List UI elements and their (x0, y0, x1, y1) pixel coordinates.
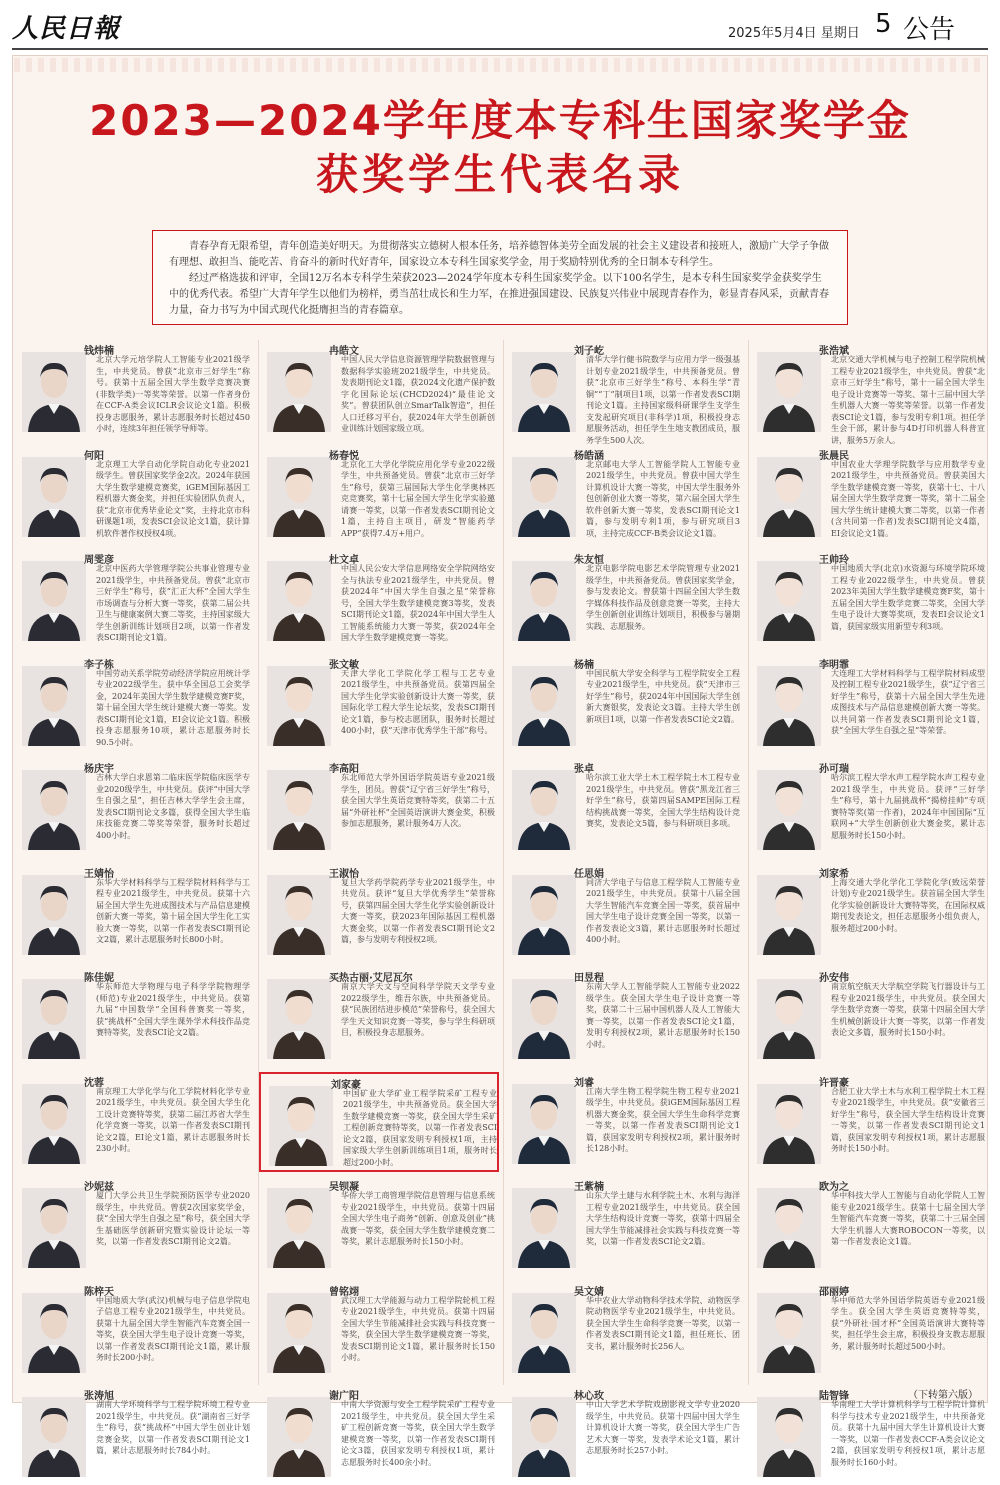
student-name: 张涛旭 (84, 1391, 114, 1402)
student-bio: 南京大学天文与空间科学学院天文学专业2022级学生，维吾尔族，中共预备党员。获“民族团结进步模范”荣誉称号，获全国大学生天文知识竞赛一等奖，参与学生科研项目，积极投身志愿服务。 (341, 982, 495, 1037)
student-portrait (22, 666, 86, 746)
student-portrait (267, 1188, 331, 1268)
student-bio: 北京化工大学化学院应用化学专业2022级学生，中共预备党员。曾获“北京市三好学生”称号，获第三届国际大学生化学奥林匹克竞赛奖，第十七届全国大学生化学实验邀请赛一等奖，以第一作者发表SCI期刊论文1篇，主持自主项目，研发“智能药学APP”获得7.4万+用户。 (341, 459, 495, 538)
student-bio: 中国地质大学(北京)水资源与环境学院环境工程专业2022级学生，中共党员。曾获2023年美国大学生数学建模竞赛F奖，第十五届全国大学生数学竞赛二等奖，全国大学生电子设计大赛等奖项，发表EI会议论文1篇，获国家级实用新型专利3项。 (831, 564, 985, 631)
student-name: 许晋豪 (819, 1077, 849, 1089)
student-bio: 合肥工业大学土木与水利工程学院土木工程专业2021级学生，中共党员。获“安徽省三好学生”称号，获全国大学生结构设计竞赛一等奖，以第一作者发表SCI期刊论文1篇，获国家发明专利授权1项，累计志愿服务时长150小时。 (831, 1086, 985, 1153)
student-portrait (757, 1293, 821, 1373)
decorative-border (14, 58, 986, 72)
student-name: 张卓 (574, 764, 594, 775)
student-card (259, 340, 499, 440)
student-name: 李明霏 (819, 659, 849, 671)
student-portrait (512, 875, 576, 955)
student-bio: 湖南大学环境科学与工程学院环境工程专业2021级学生，中共党员。获“湖南省三好学生”称号，获“挑战杯”中国大学生创业计划竞赛金奖，以第一作者发表SCI期刊论文1篇，累计志愿服务时长784小时。 (96, 1400, 250, 1455)
student-name: 刘家希 (819, 868, 849, 880)
student-name: 冉皓文 (329, 346, 359, 357)
student-name: 刘子屹 (574, 346, 604, 357)
intro-paragraph-1: 青春孕育无限希望，青年创造美好明天。为贯彻落实立德树人根本任务，培养德智体美劳全面发展的社会主义建设者和接班人，激励广大学子争做有理想、敢担当、能吃苦、肯奋斗的新时代好青年，国家设立本专科生国家奖学金，用于奖励特别优秀的全日制本专科学生。 (169, 241, 829, 268)
student-portrait (22, 1397, 86, 1477)
student-card (504, 1176, 744, 1276)
student-portrait (22, 561, 86, 641)
masthead-rule (12, 48, 988, 50)
student-card (504, 549, 744, 649)
student-portrait (512, 770, 576, 850)
student-card (749, 863, 989, 963)
student-bio: 天津大学化工学院化学工程与工艺专业2021级学生，中共预备党员。获第四届全国大学生化学实验创新设计大赛一等奖，获国际化学工程大学生论坛奖，发表SCI期刊论文1篇，参与校志愿团队，服务时长超过400小时，获“天津市优秀学生干部”称号。 (341, 668, 495, 735)
student-card (259, 1176, 499, 1276)
student-bio: 大连理工大学材料科学与工程学院材料成型及控制工程专业2021级学生，获“辽宁省三好学生”称号，获第十六届全国大学生先进成图技术与产品信息建模创新大赛一等奖。以共同第一作者发表SCI期刊论文1篇，获“全国大学生自强之星”等荣誉。 (831, 668, 985, 735)
student-card (259, 445, 499, 545)
student-card (749, 549, 989, 649)
student-portrait (757, 561, 821, 641)
student-name: 任思娟 (574, 868, 604, 880)
student-bio: 复旦大学药学院药学专业2021级学生，中共党员。获评“复旦大学优秀学生”荣誉称号，获第四届全国大学生化学实验创新设计大赛一等奖，获2023年国际基因工程机器大赛金奖，以第一作者发表SCI期刊论文2篇，参与发明专利授权2项。 (341, 877, 495, 944)
student-bio: 北京理工大学自动化学院自动化专业2021级学生。曾获国家奖学金2次。2024年获国大学生数学建模竞赛奖，iGEM国际基因工程机器大赛金奖，并担任实验团队负责人，获“北京市优秀毕业论文”奖，主持北京市科研课题1项，发表SCI会议论文1篇，获计算机软件著作权授权4项。 (96, 459, 250, 538)
student-name: 王婧怡 (84, 868, 114, 880)
student-name: 刘睿 (574, 1077, 594, 1089)
student-card (14, 340, 254, 440)
student-name: 钱炜楠 (84, 346, 114, 357)
student-bio: 中国地质大学(武汉)机械与电子信息学院电子信息工程专业2021级学生，中共党员。获第十九届全国大学生智能汽车竞赛全国一等奖，获全国大学生电子设计竞赛一等奖，以第一作者发表SCI期刊论文1篇，累计服务时长200小时。 (96, 1295, 250, 1362)
student-card (749, 1281, 989, 1381)
student-bio: 南京航空航天大学航空学院飞行器设计与工程专业2021级学生，中共党员。获全国大学生数学竞赛一等奖，获第十四届全国大学生机械创新设计大赛一等奖，以第一作者发表论文多篇，服务时长150小时。 (831, 982, 985, 1037)
student-name: 张晨民 (819, 450, 849, 462)
student-bio: 吉林大学白求恩第二临床医学院临床医学专业2020级学生，中共党员。获评“中国大学生自强之星”，担任吉林大学学生会主席，发表SCI期刊论文多篇，获得全国大学生临床技能竞赛二等奖等荣誉，服务时长超过400小时。 (96, 773, 250, 840)
student-name: 刘家豪 (331, 1079, 361, 1091)
student-card (14, 967, 254, 1067)
student-name: 谢广阳 (329, 1391, 359, 1402)
student-card (504, 445, 744, 545)
student-card (504, 1385, 744, 1485)
student-portrait (269, 1086, 333, 1166)
student-portrait (757, 770, 821, 850)
student-name: 王淑怡 (329, 868, 359, 880)
student-card (14, 654, 254, 754)
student-name: 沙妮兹 (84, 1182, 114, 1193)
student-card (259, 758, 499, 858)
section-name: 公告 (903, 15, 956, 45)
student-card (259, 654, 499, 754)
issue-date: 2025年5月4日 星期日 (728, 26, 860, 41)
student-bio: 同济大学电子与信息工程学院人工智能专业2021级学生，中共党员。获第十八届全国大学生智能汽车竞赛全国一等奖，获首届中国大学生电子设计竞赛全国一等奖，以第一作者发表论文3篇，累计志愿服务时长超过400小时。 (586, 877, 740, 944)
student-name: 吴钡凝 (329, 1182, 359, 1193)
student-bio: 中国矿业大学矿业工程学院采矿工程专业2021级学生，中共预备党员。获全国大学生数学建模竞赛一等奖，获全国大学生采矿工程创新竞赛特等奖，以第一作者发表SCI论文2篇，获国家发明专利授权1项，主持国家级大学生创新训练项目1项，服务时长超过200小时。 (343, 1088, 497, 1167)
student-card (504, 654, 744, 754)
student-name: 周雯彦 (84, 555, 114, 566)
student-portrait (757, 1188, 821, 1268)
student-card (749, 758, 989, 858)
student-portrait (22, 1293, 86, 1373)
student-name: 张浩斌 (819, 346, 849, 357)
continued-note: （下转第六版） (908, 1390, 978, 1401)
student-portrait (757, 979, 821, 1059)
student-name: 杨春悦 (329, 450, 359, 462)
student-portrait (22, 1084, 86, 1164)
student-bio: 中国劳动关系学院劳动经济学院应用统计学专业2022级学生。获中华全国总工会奖学金，2024年美国大学生数学建模竞赛F奖，第十届全国大学生统计建模大赛一等奖。发表SCI期刊论文1篇，EI会议论文1篇。积极投身志愿服务10项，累计志愿服务时长90.5小时。 (96, 668, 250, 747)
student-portrait (512, 1293, 576, 1373)
student-bio: 华中师范大学外国语学院英语专业2021级学生。获全国大学生英语竞赛特等奖，获“外研社·国才杯”全国英语演讲大赛特等奖，担任学生会主席，积极投身支教志愿服务，累计服务时长超过500小时。 (831, 1295, 985, 1351)
student-card (504, 863, 744, 963)
intro-box (152, 230, 848, 325)
student-portrait (22, 770, 86, 850)
student-name: 王帅玲 (819, 555, 849, 566)
student-name: 李子栋 (84, 659, 114, 671)
student-portrait (757, 875, 821, 955)
student-portrait (22, 352, 86, 432)
student-card (259, 863, 499, 963)
student-card (14, 1176, 254, 1276)
student-name: 杨皓涵 (574, 450, 604, 462)
student-portrait (22, 979, 86, 1059)
student-name: 孙可瑞 (819, 764, 849, 775)
student-bio: 中山大学艺术学院戏剧影视文学专业2020级学生，中共党员。获第十四届中国大学生计算机设计大赛一等奖，获全国大学生广告艺术大赛一等奖，发表学术论文1篇，累计志愿服务时长257小时。 (586, 1400, 740, 1455)
student-card (14, 1281, 254, 1381)
student-name: 田昱程 (574, 973, 604, 984)
student-card (14, 758, 254, 858)
headline-line-2: 获奖学生代表名录 (315, 150, 684, 199)
student-card (14, 1385, 254, 1485)
student-portrait (512, 352, 576, 432)
student-portrait (267, 457, 331, 537)
student-name: 陈梓天 (84, 1286, 114, 1298)
student-portrait (757, 1397, 821, 1477)
student-portrait (267, 352, 331, 432)
student-card (749, 967, 989, 1067)
student-name: 杜文卓 (329, 555, 359, 566)
student-portrait (512, 561, 576, 641)
student-bio: 南京理工大学化学与化工学院材料化学专业2021级学生，中共党员。获全国大学生化工设计竞赛特等奖，获第二届江苏省大学生化学竞赛一等奖，以第一作者发表SCI期刊论文2篇，EI论文1篇，累计志愿服务时长230小时。 (96, 1086, 250, 1153)
student-name: 杨楠 (574, 659, 594, 671)
student-card (504, 1281, 744, 1381)
student-bio: 华中科技大学人工智能与自动化学院人工智能专业2021级学生。获第十七届全国大学生智能汽车竞赛一等奖，获第二十三届全国大学生机器人大赛ROBOCON一等奖，以第一作者发表论文1篇。 (831, 1191, 985, 1246)
student-bio: 东华大学材料科学与工程学院材料科学与工程专业2021级学生，中共党员。获第十六届全国大学生先进成图技术与产品信息建模创新大赛一等奖，第十届全国大学生化工实验大赛一等奖，以第一作者发表SCI期刊论文2篇，累计志愿服务时长800小时。 (96, 877, 250, 944)
student-name: 陆智锋 (819, 1391, 849, 1402)
student-bio: 厦门大学公共卫生学院预防医学专业2020级学生，中共党员。曾获2次国家奖学金，获“全国大学生自强之星”称号，获全国大学生基础医学创新研究暨实验设计论坛一等奖，以第一作者发表SCI期刊论文2篇。 (96, 1191, 250, 1246)
student-portrait (512, 1397, 576, 1477)
student-bio: 北京电影学院电影艺术学院管理专业2021级学生，中共预备党员。曾获国家奖学金，参与发表论文。曾获第十四届全国大学生数字媒体科技作品及创意竞赛一等奖，主持大学生创新创业训练计划项目，积极参与暑期实践、志愿服务。 (586, 564, 740, 631)
student-card (14, 445, 254, 545)
student-name: 朱友恒 (574, 555, 604, 566)
student-card (259, 967, 499, 1067)
student-card (504, 1072, 744, 1172)
student-bio: 江南大学生物工程学院生物工程专业2021级学生，中共党员。获iGEM国际基因工程机器大赛金奖，获全国大学生生命科学竞赛一等奖，以第一作者发表SCI期刊论文1篇，获国家发明专利授权2项，累计服务时长128小时。 (586, 1086, 740, 1153)
student-bio: 华南理工大学计算机科学与工程学院计算机科学与技术专业2021级学生，中共预备党员。获第十九届中国大学生计算机设计大赛一等奖，以第一作者发表CCF-A类会议论文2篇，获国家发明专利授权1项，累计志愿服务时长160小时。 (831, 1400, 985, 1467)
student-portrait (267, 1293, 331, 1373)
student-bio: 华侨大学工商管理学院信息管理与信息系统专业2021级学生，中共党员。获第十四届全国大学生电子商务“创新、创意及创业”挑战赛一等奖，获全国大学生数学建模竞赛二等奖，累计志愿服务时长150小时。 (341, 1191, 495, 1246)
student-bio: 中国人民大学信息资源管理学院数据管理与数据科学实验班2021级学生，中共党员。发表期刊论文1篇，获2024文化遗产保护数字化国际论坛(CHCD2024)“最佳论文奖”。曾获团队创立SmarTalk智造”，担任人口迁移习平台，获2024年大学生创新创业训练计划国家级立项。 (341, 355, 495, 433)
student-bio: 东南大学人工智能学院人工智能专业2022级学生。获全国大学生电子设计竞赛一等奖，获第二十三届中国机器人及人工智能大赛一等奖，以第一作者发表SCI论文1篇，发明专利授权2项，累计志愿服务时长150小时。 (586, 982, 740, 1049)
student-bio: 清华大学行健书院数学与应用力学一级强基计划专业2021级学生，中共预备党员。曾获“北京市三好学生”称号、本科生学“青铜”“丁”制项目1项，以第一作者发表SCI期刊论文1篇。主持国家级科研课学生支学生支发起研究项目(非科学)1项，积极投身志愿服务活动，担任学生生地支教团成员，服务学生500人次。 (586, 355, 740, 445)
student-name: 杨庆宇 (84, 764, 114, 775)
student-card (504, 758, 744, 858)
newspaper-logo: 人民日報 (12, 14, 121, 44)
student-portrait (757, 1084, 821, 1164)
student-card (749, 654, 989, 754)
student-portrait (22, 875, 86, 955)
student-card (14, 1072, 254, 1172)
student-name: 何阳 (84, 450, 104, 462)
student-name: 沈蓉 (84, 1077, 104, 1089)
student-bio: 北京中医药大学管理学院公共事业管理专业2021级学生，中共预备党员。曾获“北京市三好学生”称号，获“汇正大杯”全国大学生市场调查与分析大赛一等奖，获第二届公共卫生与健康案例大赛二等奖，主持国家级大学生创新训练计划项目2项，以第一作者发表SCI期刊论文1篇。 (96, 564, 250, 642)
student-bio: 北京邮电大学人工智能学院人工智能专业2021级学生，中共党员。曾获中国大学生计算机设计大赛一等奖，中国大学生服务外包创新创业大赛一等奖，第六届全国大学生软件创新大赛一等奖，发表SCI期刊论文1篇，参与发明专利1项，参与研究项目3项，主持完成CCF-B类会议论文1篇。 (586, 459, 740, 538)
student-card (749, 1176, 989, 1276)
student-name: 林心玫 (574, 1391, 604, 1402)
intro-paragraph-2: 经过严格选拔和评审，全国12万名本专科学生荣获2023—2024学年度本专科生国家奖学金。以下100名学生，是本专科生国家奖学金获奖学生中的优秀代表。希望广大青年学生以他们为榜样，勇当茁壮成长和生力军，在推进强国建设、民族复兴伟业中展现青春作为，彰显青春风采，贡献青春力量，奋力书写为中国式现代化挺膺担当的青春篇章。 (169, 273, 829, 316)
student-bio: 北京交通大学机械与电子控制工程学院机械工程专业2021级学生，中共党员。曾获“北京市三好学生”称号，第十一届全国大学生电子设计竞赛等一等奖、第十三届中国大学生机器人大赛一等奖等荣誉。以第一作者发表SCI论文1篇，参与发明专利1项。担任学生会干部，累计参与4D打印机器人科普宣讲，服务5万余人。 (831, 355, 985, 445)
student-portrait (267, 1397, 331, 1477)
student-bio: 哈尔滨工业大学土木工程学院土木工程专业2021级学生，中共党员。曾获“黑龙江省三好学生”称号，获第四届SAMPE国际工程结构挑战赛一等奖，全国大学生结构设计竞赛奖，发表论文5篇，参与科研项目多项。 (586, 773, 740, 828)
student-card (14, 549, 254, 649)
student-bio: 武汉理工大学能源与动力工程学院轮机工程专业2021级学生，中共党员。获第十四届全国大学生节能减排社会实践与科技竞赛一等奖，获全国大学生数学建模竞赛一等奖，发表SCI期刊论文1篇，累计服务时长150小时。 (341, 1295, 495, 1362)
student-name: 欧为之 (819, 1182, 849, 1193)
student-portrait (267, 875, 331, 955)
student-bio: 中国农业大学理学院数学与应用数学专业2021级学生，中共预备党员。曾获美国大学生数学建模竞赛一等奖，获第十七、十八届全国大学生数学竞赛一等奖，第十二届全国大学生统计建模大赛二等奖，以第一作者(含共同第一作者)发表SCI期刊论文4篇，EI会议论文1篇。 (831, 459, 985, 538)
student-portrait (267, 666, 331, 746)
student-name: 李高阳 (329, 764, 359, 775)
masthead (0, 0, 1000, 50)
student-bio: 东北师范大学外国语学院英语专业2021级学生，团员。曾获“辽宁省三好学生”称号，获全国大学生英语竞赛特等奖，获第二十五届“外研社杯”全国英语演讲大赛金奖，积极参加志愿服务，累计服务4万人次。 (341, 773, 495, 828)
student-bio: 中国民航大学安全科学与工程学院安全工程专业2021级学生，中共党员。获“天津市三好学生”称号，获2024年中国国际大学生创新大赛银奖，发表论文3篇。主持大学生创新项目1项，以第一作者发表SCI论文2篇。 (586, 668, 740, 724)
student-name: 吴文婧 (574, 1286, 604, 1298)
student-portrait (512, 1188, 576, 1268)
student-portrait (267, 561, 331, 641)
student-portrait (512, 979, 576, 1059)
student-bio: 北京大学元培学院人工智能专业2021级学生，中共党员。曾获“北京市三好学生”称号。获第十五届全国大学生数学竞赛决赛(非数学类)一等奖等荣誉。以第一作者身份在CCF-A类会议ICLR会议论文1篇。积极投身志愿服务，累计志愿服务时长超过450小时，连续3年担任领学导师等。 (96, 355, 250, 433)
student-card (14, 863, 254, 963)
student-card (259, 1385, 499, 1485)
student-portrait (757, 352, 821, 432)
student-bio: 山东大学土建与水利学院土木、水利与海洋工程专业2021级学生，中共党员。获全国大学生结构设计竞赛一等奖，获第十四届全国大学生节能减排社会实践与科技竞赛一等奖，以第一作者发表SCI论文2篇。 (586, 1191, 740, 1246)
student-card (259, 1072, 499, 1172)
student-bio: 中国人民公安大学信息网络安全学院网络安全与执法专业2021级学生，中共党员。曾获2024年“中国大学生自强之星”荣誉称号，全国大学生数学建模竞赛3等奖，发表SCI期刊论文1篇，获2024年中国大学生人工智能系统能力大赛一等奖，获2024年全国大学生数学建模竞赛一等奖。 (341, 564, 495, 642)
page-number: 5 (875, 9, 892, 39)
student-portrait (757, 457, 821, 537)
student-bio: 上海交通大学化学化工学院化学(致远荣誉计划)专业2021级学生。获首届全国大学生化学实验创新设计大赛特等奖，在国际权威期刊发表论文，担任志愿服务小组负责人，服务超过200小时。 (831, 877, 985, 933)
student-portrait (267, 770, 331, 850)
student-portrait (512, 1084, 576, 1164)
student-card (749, 445, 989, 545)
headline-line-1: 2023—2024学年度本专科生国家奖学金 (89, 96, 911, 145)
student-name: 王紫楠 (574, 1182, 604, 1193)
student-card (749, 1072, 989, 1172)
student-portrait (22, 457, 86, 537)
student-name: 邵丽婷 (819, 1286, 849, 1298)
student-name: 陈佳妮 (84, 973, 114, 984)
student-bio: 中南大学资源与安全工程学院采矿工程专业2021级学生，中共党员。获全国大学生采矿工程创新竞赛一等奖，获全国大学生数学建模竞赛一等奖，以第一作者发表SCI期刊论文3篇，获国家发明专利授权1项，累计志愿服务时长400余小时。 (341, 1400, 495, 1467)
student-card (504, 967, 744, 1067)
student-name: 张文敏 (329, 659, 359, 671)
student-portrait (512, 666, 576, 746)
student-name: 曾铭翊 (329, 1286, 359, 1298)
student-portrait (512, 457, 576, 537)
student-bio: 哈尔滨工程大学水声工程学院水声工程专业2021级学生，中共党员。获评“三好学生”称号，第十九届挑战杯“揭榜挂帅”专项赛特等奖(第一作者)，2024年中国国际“互联网+”大学生创新创业大赛金奖，累计志愿服务时长150小时。 (831, 773, 985, 840)
student-bio: 华中农业大学动物科学技术学院、动物医学院动物医学专业2021级学生，中共党员。获全国大学生生命科学竞赛一等奖，以第一作者发表SCI期刊论文1篇，担任班长、团支书，累计服务时长256人。 (586, 1295, 740, 1351)
student-name: 买热古丽·艾尼瓦尔 (329, 973, 413, 984)
student-card (259, 1281, 499, 1381)
student-portrait (267, 979, 331, 1059)
student-card (749, 340, 989, 445)
student-name: 孙安伟 (819, 973, 849, 984)
student-card (504, 340, 744, 445)
student-card (259, 549, 499, 649)
student-bio: 华东师范大学物理与电子科学学院物理学(师范)专业2021级学生，中共党员。获第九届“中国数学”全国科普赛奖一等奖，获“挑战杯”全国大学生课外学术科技作品竞赛特等奖，发表SCI论文2篇。 (96, 982, 250, 1037)
student-portrait (22, 1188, 86, 1268)
student-portrait (757, 666, 821, 746)
